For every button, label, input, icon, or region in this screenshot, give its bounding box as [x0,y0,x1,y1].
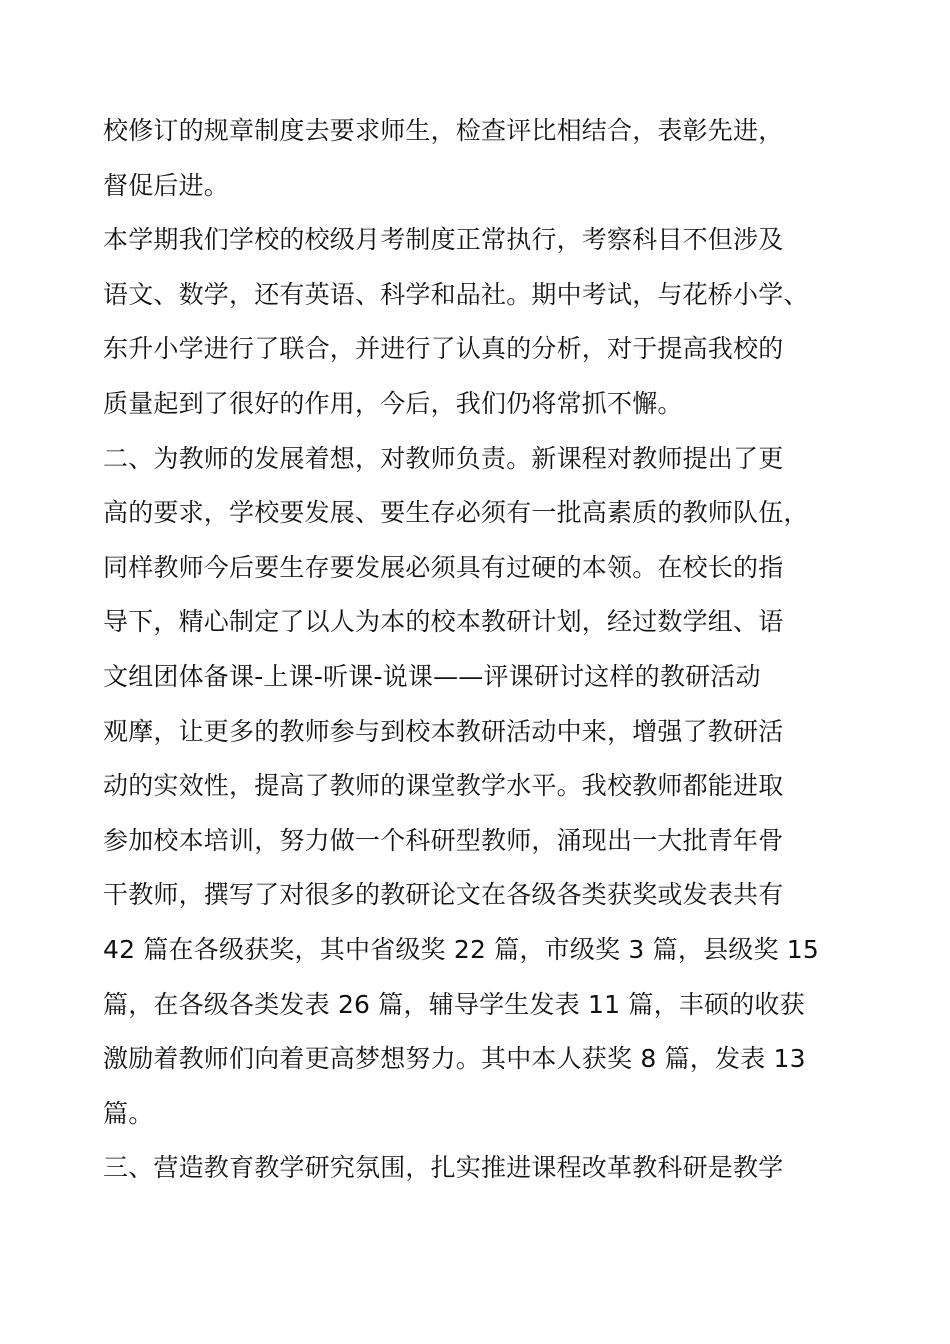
text-line: 校修订的规章制度去要求师生，检查评比相结合，表彰先进， [103,116,784,145]
text-line: 督促后进。 [103,170,230,200]
text-line: 42 篇在各级获奖，其中省级奖 22 篇，市级奖 3 篇，县级奖 15 [103,934,820,964]
text-line: 东升小学进行了联合，并进行了认真的分析，对于提高我校的 [103,334,784,364]
text-line: 同样教师今后要生存要发展必须具有过硬的本领。在校长的指 [103,552,784,582]
text-line: 激励着教师们向着更高梦想努力。其中本人获奖 8 篇，发表 13 [103,1044,806,1074]
text-line: 文组团体备课-上课-听课-说课——评课研讨这样的教研活动 [103,661,761,691]
text-line: 二、为教师的发展着想，对教师负责。新课程对教师提出了更 [103,443,784,473]
text-line: 高的要求，学校要发展、要生存必须有一批高素质的教师队伍， [103,498,809,528]
text-line: 篇，在各级各类发表 26 篇，辅导学生发表 11 篇，丰硕的收获 [103,989,805,1019]
text-line: 观摩，让更多的教师参与到校本教研活动中来，增强了教研活 [103,716,784,746]
text-line: 语文、数学，还有英语、科学和品社。期中考试，与花桥小学、 [103,279,809,309]
text-line: 三、营造教育教学研究氛围，扎实推进课程改革教科研是教学 [103,1153,784,1183]
text-line: 篇。 [103,1098,154,1128]
text-line: 参加校本培训，努力做一个科研型教师，涌现出一大批青年骨 [103,825,784,855]
text-line: 干教师，撰写了对很多的教研论文在各级各类获奖或发表共有 [103,880,784,910]
text-line: 质量起到了很好的作用，今后，我们仍将常抓不懈。 [103,388,683,418]
text-line: 动的实效性，提高了教师的课堂教学水平。我校教师都能进取 [103,771,784,801]
text-line: 本学期我们学校的校级月考制度正常执行，考察科目不但涉及 [103,225,784,255]
document-body [103,104,863,1196]
text-line: 导下，精心制定了以人为本的校本教研计划，经过数学组、语 [103,607,784,637]
